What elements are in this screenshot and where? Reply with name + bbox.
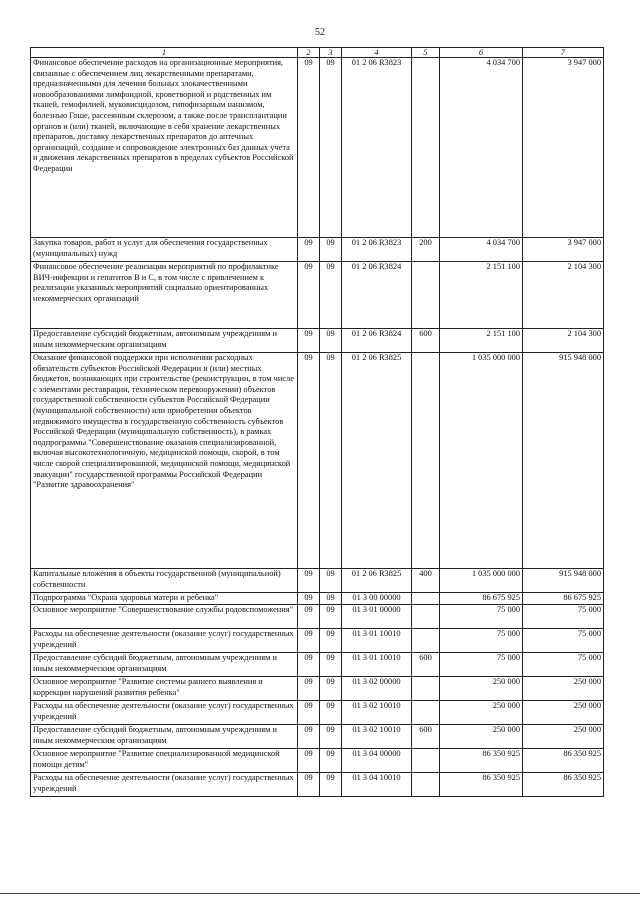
table-row bbox=[31, 238, 604, 262]
expense-type-cell bbox=[412, 353, 440, 569]
table-row bbox=[31, 677, 604, 701]
amount-year1-cell: 86 675 925 bbox=[440, 593, 523, 605]
target-article-cell: 01 3 02 10010 bbox=[342, 725, 412, 749]
target-article-cell: 01 2 06 R3823 bbox=[342, 238, 412, 262]
amount-year2-cell: 75 000 bbox=[523, 605, 604, 629]
subsection-cell: 09 bbox=[320, 773, 342, 797]
amount-year2-cell: 86 350 925 bbox=[523, 749, 604, 773]
budget-table bbox=[30, 47, 604, 797]
expense-type-cell bbox=[412, 58, 440, 238]
row-name-cell: Предоставление субсидий бюджетным, автономным учреждениям и иным некоммерческим организациям bbox=[31, 653, 298, 677]
subsection-cell: 09 bbox=[320, 329, 342, 353]
column-header: 1 bbox=[31, 48, 298, 58]
row-name-cell: Основное мероприятие "Развитие системы раннего выявления и коррекции нарушений развития ребенка" bbox=[31, 677, 298, 701]
target-article-cell: 01 3 00 00000 bbox=[342, 593, 412, 605]
subsection-cell: 09 bbox=[320, 725, 342, 749]
table-row bbox=[31, 749, 604, 773]
subsection-cell: 09 bbox=[320, 629, 342, 653]
column-header: 6 bbox=[440, 48, 523, 58]
expense-type-cell bbox=[412, 593, 440, 605]
amount-year1-cell: 86 350 925 bbox=[440, 773, 523, 797]
amount-year2-cell: 915 948 000 bbox=[523, 353, 604, 569]
row-name-cell: Предоставление субсидий бюджетным, автономным учреждениям и иным некоммерческим организациям bbox=[31, 725, 298, 749]
row-name-cell: Расходы на обеспечение деятельности (оказание услуг) государственных учреждений bbox=[31, 773, 298, 797]
expense-type-cell bbox=[412, 773, 440, 797]
target-article-cell: 01 2 06 R3823 bbox=[342, 58, 412, 238]
amount-year1-cell: 250 000 bbox=[440, 677, 523, 701]
amount-year1-cell: 2 151 100 bbox=[440, 262, 523, 329]
expense-type-cell: 600 bbox=[412, 653, 440, 677]
target-article-cell: 01 3 04 10010 bbox=[342, 773, 412, 797]
target-article-cell: 01 2 06 R3824 bbox=[342, 262, 412, 329]
section-cell: 09 bbox=[298, 749, 320, 773]
table-row bbox=[31, 725, 604, 749]
table-row bbox=[31, 329, 604, 353]
row-name-cell: Закупка товаров, работ и услуг для обеспечения государственных (муниципальных) нужд bbox=[31, 238, 298, 262]
amount-year2-cell: 3 947 000 bbox=[523, 238, 604, 262]
row-name-cell: Финансовое обеспечение расходов на организационные мероприятия, связанные с обеспечением лиц лекарственными препаратами, предназначенными для лечения больных злокачественными новообразованиями лимфоидной, кроветворной и родственных им тканей, гемофилией, муковисцидозом, гипофизарным нанизмом, болезнью Гоше, рассеянным склерозом, а также после трансплантации органов и (или) тканей, включающие в себя хранение лекарственных препаратов, доставку лекарственных препаратов до аптечных организаций, создание и сопровождение электронных баз данных учета и движения лекарственных препаратов в пределах субъектов Российской Федерации bbox=[31, 58, 298, 238]
target-article-cell: 01 3 04 00000 bbox=[342, 749, 412, 773]
section-cell: 09 bbox=[298, 677, 320, 701]
column-header: 3 bbox=[320, 48, 342, 58]
expense-type-cell bbox=[412, 677, 440, 701]
subsection-cell: 09 bbox=[320, 749, 342, 773]
row-name-cell: Основное мероприятие "Развитие специализированной медицинской помощи детям" bbox=[31, 749, 298, 773]
amount-year2-cell: 915 948 000 bbox=[523, 569, 604, 593]
section-cell: 09 bbox=[298, 329, 320, 353]
target-article-cell: 01 2 06 R3825 bbox=[342, 353, 412, 569]
column-header: 7 bbox=[523, 48, 604, 58]
section-cell: 09 bbox=[298, 773, 320, 797]
row-name-cell: Расходы на обеспечение деятельности (оказание услуг) государственных учреждений bbox=[31, 629, 298, 653]
amount-year1-cell: 250 000 bbox=[440, 725, 523, 749]
row-name-cell: Основное мероприятие "Совершенствование службы родовспоможения" bbox=[31, 605, 298, 629]
table-row bbox=[31, 629, 604, 653]
expense-type-cell bbox=[412, 262, 440, 329]
subsection-cell: 09 bbox=[320, 58, 342, 238]
column-header: 5 bbox=[412, 48, 440, 58]
expense-type-cell: 200 bbox=[412, 238, 440, 262]
table-row bbox=[31, 58, 604, 238]
table-row bbox=[31, 353, 604, 569]
section-cell: 09 bbox=[298, 593, 320, 605]
section-cell: 09 bbox=[298, 238, 320, 262]
expense-type-cell bbox=[412, 605, 440, 629]
expense-type-cell bbox=[412, 749, 440, 773]
expense-type-cell bbox=[412, 629, 440, 653]
amount-year1-cell: 75 000 bbox=[440, 605, 523, 629]
subsection-cell: 09 bbox=[320, 677, 342, 701]
amount-year1-cell: 250 000 bbox=[440, 701, 523, 725]
amount-year2-cell: 250 000 bbox=[523, 725, 604, 749]
subsection-cell: 09 bbox=[320, 262, 342, 329]
row-name-cell: Капитальные вложения в объекты государственной (муниципальной) собственности bbox=[31, 569, 298, 593]
subsection-cell: 09 bbox=[320, 653, 342, 677]
subsection-cell: 09 bbox=[320, 593, 342, 605]
row-name-cell: Расходы на обеспечение деятельности (оказание услуг) государственных учреждений bbox=[31, 701, 298, 725]
subsection-cell: 09 bbox=[320, 569, 342, 593]
row-name-cell: Предоставление субсидий бюджетным, автономным учреждениям и иным некоммерческим организациям bbox=[31, 329, 298, 353]
amount-year1-cell: 75 000 bbox=[440, 653, 523, 677]
table-row bbox=[31, 605, 604, 629]
page-number: 52 bbox=[315, 27, 325, 38]
section-cell: 09 bbox=[298, 629, 320, 653]
amount-year1-cell: 4 034 700 bbox=[440, 58, 523, 238]
row-name-cell: Финансовое обеспечение реализации мероприятий по профилактике ВИЧ-инфекции и гепатитов B и C, в том числе с привлечением к реализации указанных мероприятий социально ориентированных некоммерческих организаций bbox=[31, 262, 298, 329]
section-cell: 09 bbox=[298, 569, 320, 593]
section-cell: 09 bbox=[298, 701, 320, 725]
section-cell: 09 bbox=[298, 262, 320, 329]
amount-year2-cell: 2 104 300 bbox=[523, 262, 604, 329]
expense-type-cell: 600 bbox=[412, 725, 440, 749]
subsection-cell: 09 bbox=[320, 238, 342, 262]
target-article-cell: 01 3 02 10010 bbox=[342, 701, 412, 725]
section-cell: 09 bbox=[298, 653, 320, 677]
amount-year2-cell: 86 675 925 bbox=[523, 593, 604, 605]
amount-year2-cell: 75 000 bbox=[523, 653, 604, 677]
target-article-cell: 01 2 06 R3825 bbox=[342, 569, 412, 593]
amount-year2-cell: 75 000 bbox=[523, 629, 604, 653]
table-row bbox=[31, 593, 604, 605]
amount-year1-cell: 1 035 000 000 bbox=[440, 353, 523, 569]
target-article-cell: 01 3 01 00000 bbox=[342, 605, 412, 629]
table-row bbox=[31, 653, 604, 677]
amount-year2-cell: 2 104 300 bbox=[523, 329, 604, 353]
expense-type-cell bbox=[412, 701, 440, 725]
subsection-cell: 09 bbox=[320, 353, 342, 569]
subsection-cell: 09 bbox=[320, 605, 342, 629]
page-bottom-rule bbox=[0, 893, 640, 894]
section-cell: 09 bbox=[298, 353, 320, 569]
target-article-cell: 01 3 02 00000 bbox=[342, 677, 412, 701]
table-row bbox=[31, 569, 604, 593]
expense-type-cell: 600 bbox=[412, 329, 440, 353]
expense-type-cell: 400 bbox=[412, 569, 440, 593]
amount-year2-cell: 3 947 000 bbox=[523, 58, 604, 238]
column-number-row bbox=[31, 48, 604, 58]
column-header: 4 bbox=[342, 48, 412, 58]
section-cell: 09 bbox=[298, 605, 320, 629]
target-article-cell: 01 3 01 10010 bbox=[342, 629, 412, 653]
target-article-cell: 01 3 01 10010 bbox=[342, 653, 412, 677]
amount-year1-cell: 4 034 700 bbox=[440, 238, 523, 262]
section-cell: 09 bbox=[298, 58, 320, 238]
section-cell: 09 bbox=[298, 725, 320, 749]
column-header: 2 bbox=[298, 48, 320, 58]
table-row bbox=[31, 701, 604, 725]
amount-year1-cell: 86 350 925 bbox=[440, 749, 523, 773]
amount-year2-cell: 250 000 bbox=[523, 677, 604, 701]
amount-year2-cell: 86 350 925 bbox=[523, 773, 604, 797]
amount-year1-cell: 2 151 100 bbox=[440, 329, 523, 353]
table-row bbox=[31, 773, 604, 797]
amount-year1-cell: 75 000 bbox=[440, 629, 523, 653]
amount-year1-cell: 1 035 000 000 bbox=[440, 569, 523, 593]
row-name-cell: Подпрограмма "Охрана здоровья матери и ребенка" bbox=[31, 593, 298, 605]
subsection-cell: 09 bbox=[320, 701, 342, 725]
target-article-cell: 01 2 06 R3824 bbox=[342, 329, 412, 353]
amount-year2-cell: 250 000 bbox=[523, 701, 604, 725]
row-name-cell: Оказание финансовой поддержки при исполнении расходных обязательств субъектов Российской Федерации и (или) местных бюджетов, возникающих при строительстве (реконструкции, в том числе с элементами реставрации, техническом перевооружении) объектов государственной собственности субъектов Российской Федерации (муниципальной собственности) или приобретении объектов недвижимого имущества в государственную собственность субъектов Российской Федерации (муниципальную собственность), в рамках подпрограммы "Совершенствование оказания специализированной, включая высокотехнологичную, медицинской помощи, скорой, в том числе скорой специализированной, медицинской помощи, медицинской эвакуации" государственной программы Российской Федерации "Развитие здравоохранения" bbox=[31, 353, 298, 569]
table-row bbox=[31, 262, 604, 329]
